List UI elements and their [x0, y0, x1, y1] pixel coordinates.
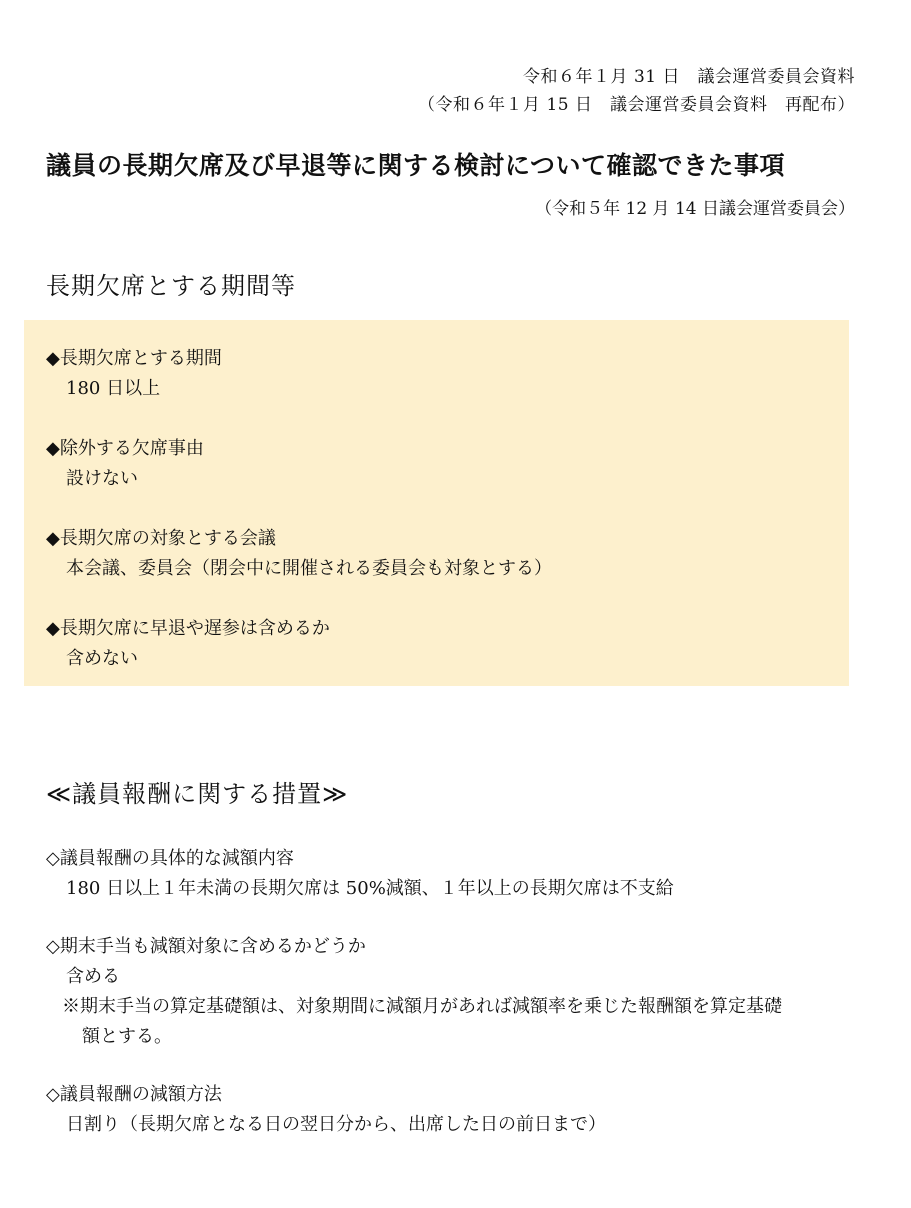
item-heading-reduction-details: ◇議員報酬の具体的な減額内容 [46, 848, 294, 869]
item-heading-target-meetings: ◆長期欠席の対象とする会議 [46, 528, 276, 549]
item-heading-excluded-reasons: ◆除外する欠席事由 [46, 438, 204, 459]
item-heading-early-leave: ◆長期欠席に早退や遅参は含めるか [46, 618, 330, 639]
item-body-early-leave: 含めない [66, 648, 138, 669]
item-body-reduction-details: 180 日以上１年未満の長期欠席は 50%減額、１年以上の長期欠席は不支給 [66, 878, 674, 899]
item-heading-term-end-allowance: ◇期末手当も減額対象に含めるかどうか [46, 936, 366, 957]
item-body-absence-period: 180 日以上 [66, 378, 161, 399]
item-body-term-end-allowance: 含める [66, 966, 120, 987]
section-heading-long-absence: 長期欠席とする期間等 [46, 272, 296, 300]
item-body-target-meetings: 本会議、委員会（閉会中に開催される委員会も対象とする） [66, 558, 552, 579]
item-heading-absence-period: ◆長期欠席とする期間 [46, 348, 222, 369]
section-heading-compensation: ≪議員報酬に関する措置≫ [46, 780, 349, 808]
header-redistribution-line: （令和６年１月 15 日 議会運営委員会資料 再配布） [418, 95, 855, 115]
note-allowance-line2: 額とする。 [82, 1026, 172, 1047]
note-allowance-line1: ※期末手当の算定基礎額は、対象期間に減額月があれば減額率を乗じた報酬額を算定基礎 [62, 996, 782, 1017]
header-date-line: 令和６年１月 31 日 議会運営委員会資料 [523, 67, 855, 87]
item-heading-reduction-method: ◇議員報酬の減額方法 [46, 1084, 222, 1105]
item-body-excluded-reasons: 設けない [66, 468, 138, 489]
item-body-reduction-method: 日割り（長期欠席となる日の翌日分から、出席した日の前日まで） [66, 1114, 606, 1135]
document-title: 議員の長期欠席及び早退等に関する検討について確認できた事項 [46, 151, 786, 180]
document-subtitle: （令和５年 12 月 14 日議会運営委員会） [535, 199, 855, 219]
